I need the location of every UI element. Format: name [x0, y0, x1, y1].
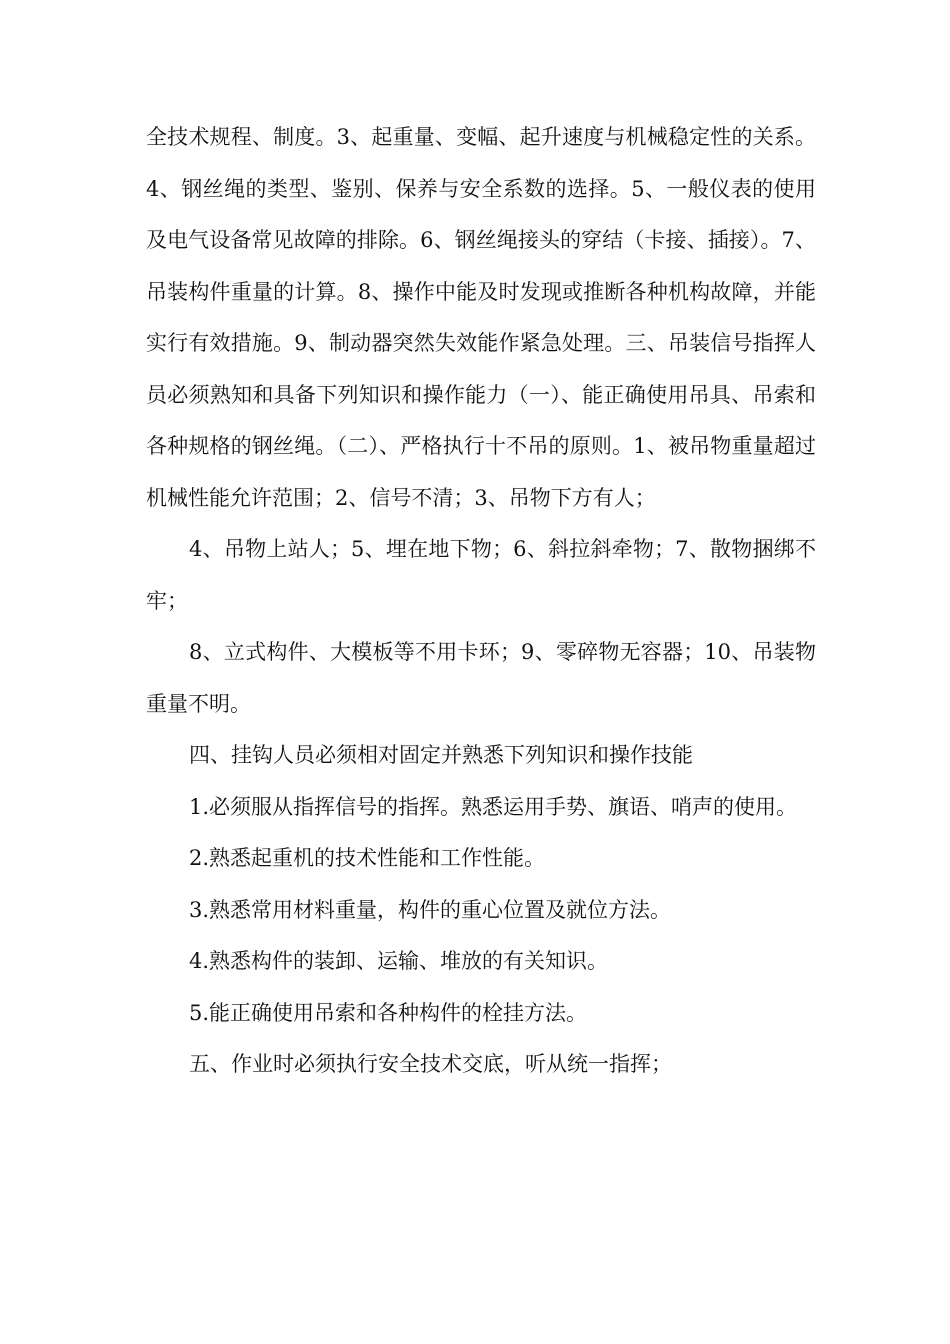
list-item: 3.熟悉常用材料重量，构件的重心位置及就位方法。 — [189, 897, 672, 922]
list-item: 1.必须服从指挥信号的指挥。熟悉运用手势、旗语、哨声的使用。 — [189, 794, 798, 819]
list-item: 2.熟悉起重机的技术性能和工作性能。 — [189, 846, 546, 870]
section-heading: 五、作业时必须执行安全技术交底，听从统一指挥； — [189, 1052, 672, 1076]
paragraph: 8、立式构件、大模板等不用卡环；9、零碎物无容器；10、吊装物重量不明。 — [146, 640, 816, 716]
list-item: 5.能正确使用吊索和各种构件的栓挂方法。 — [189, 1000, 588, 1025]
document-body — [146, 112, 816, 1091]
paragraph: 4、吊物上站人；5、埋在地下物；6、斜拉斜牵物；7、散物捆绑不牢； — [146, 537, 816, 613]
list-item: 4.熟悉构件的装卸、运输、堆放的有关知识。 — [189, 949, 609, 973]
section-heading: 四、挂钩人员必须相对固定并熟悉下列知识和操作技能 — [189, 743, 693, 767]
paragraph: 全技术规程、制度。3、起重量、变幅、起升速度与机械稳定性的关系。4、钢丝绳的类型、鉴别、保养与安全系数的选择。5、一般仪表的使用及电气设备常见故障的排除。6、钢丝绳接头的穿结（卡接、插接）。7、吊装构件重量的计算。8、操作中能及时发现或推断各种机构故障，并能实行有效措施。9、制动器突然失效能作紧急处理。三、吊装信号指挥人员必须熟知和具备下列知识和操作能力（一）、能正确使用吊具、吊索和各种规格的钢丝绳。（二）、严格执行十不吊的原则。1、被吊物重量超过机械性能允许范围；2、信号不清；3、吊物下方有人； — [146, 125, 816, 510]
